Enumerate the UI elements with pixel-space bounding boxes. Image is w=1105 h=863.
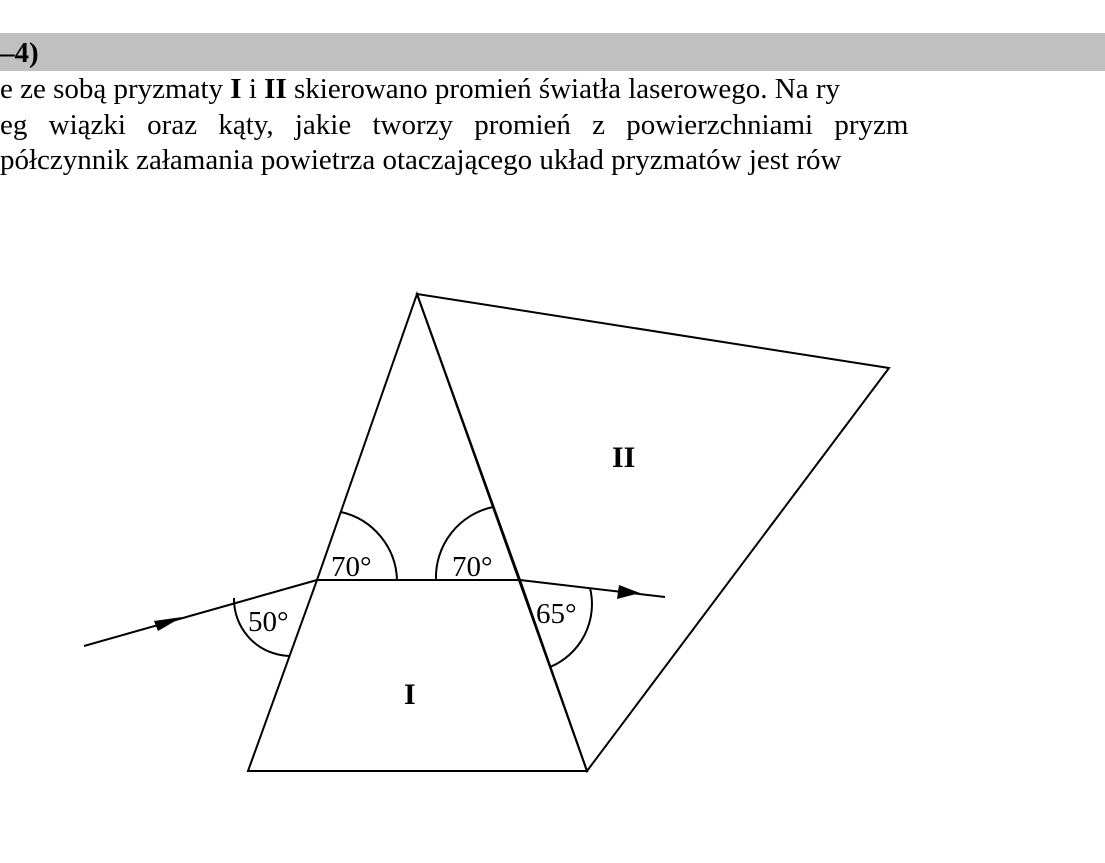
incident-ray-arrowhead [154,617,182,631]
intro-line-2: eg wiązki oraz kąty, jakie tworzy promień z powierzchniami pryzm [0,109,909,141]
intro-line-1-part-a: e ze sobą pryzmaty [0,73,231,105]
angle-label-top-left: 70° [331,551,372,583]
prism-1-ref: I [230,73,242,105]
angle-label-exit: 65° [536,598,577,630]
angle-label-incidence: 50° [248,606,289,638]
exit-ray [520,580,665,597]
angle-label-top-right: 70° [452,551,493,583]
prism-2-outline [417,294,889,771]
prism-2-ref: II [264,73,287,105]
prism-2-label: II [612,441,636,474]
intro-line-1-part-e: skierowano promień światła laserowego. Na ry [286,73,840,105]
section-number: –4) [0,37,39,69]
prism-1-apex-edges [317,294,520,580]
intro-line-3: półczynnik załamania powietrza otaczającego układ pryzmatów jest rów [0,144,842,176]
prism-1-label: I [404,678,416,711]
intro-line-1-part-c: i [241,73,265,105]
exit-ray-arrowhead [617,585,640,599]
